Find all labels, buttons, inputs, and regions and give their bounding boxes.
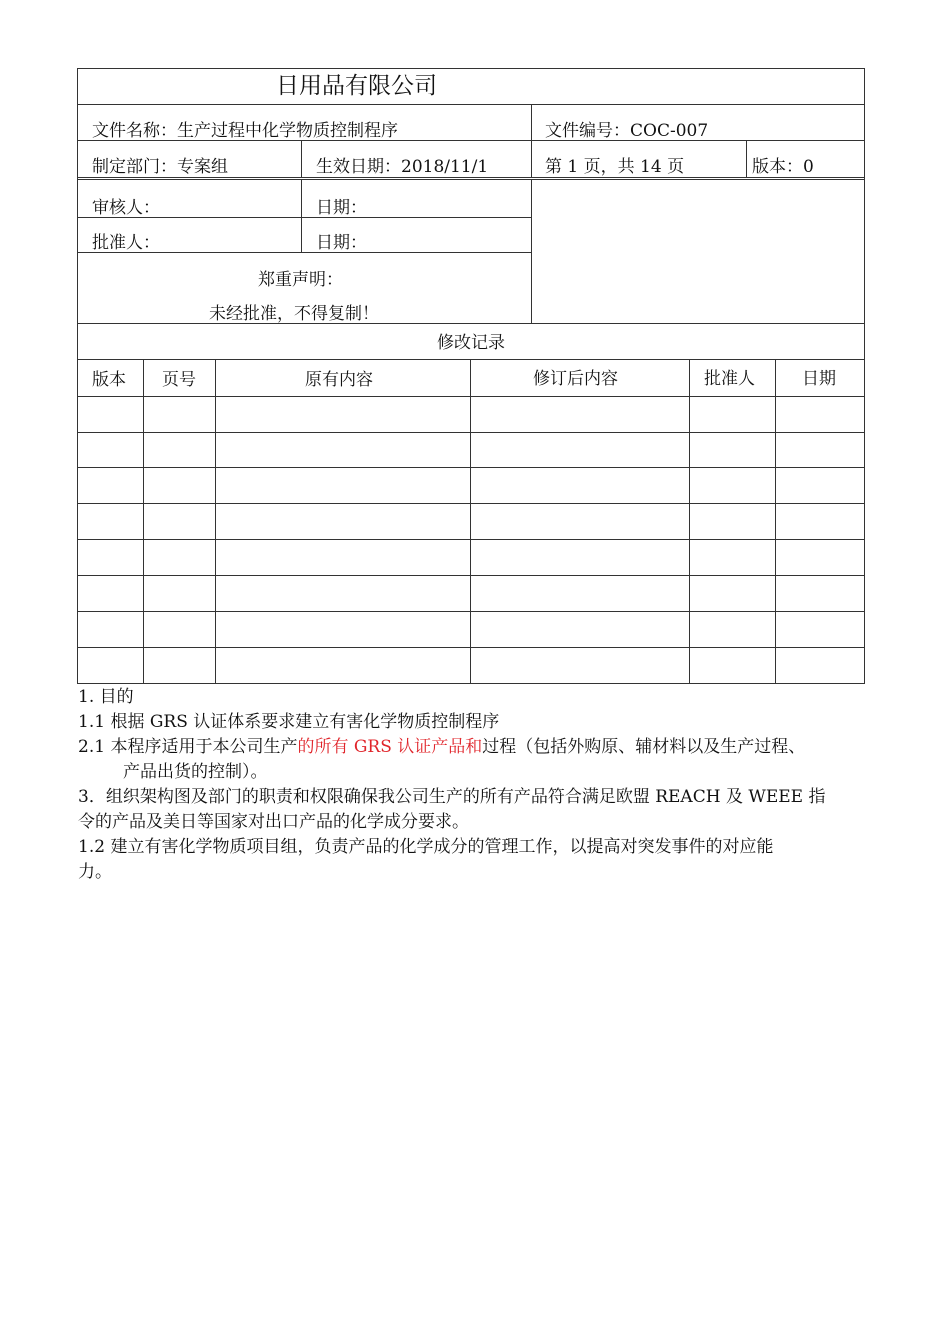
section-1-2-line-2: 力。 — [78, 862, 112, 882]
revision-title: 修改记录 — [437, 333, 505, 353]
effective-date: 生效日期：2018/11/1 — [316, 157, 489, 177]
col-original-content: 原有内容 — [305, 370, 373, 390]
document-name: 文件名称：生产过程中化学物质控制程序 — [92, 121, 398, 141]
section-2-1-cont: 产品出货的控制）。 — [123, 762, 268, 782]
section-2-1 — [78, 736, 805, 758]
reviewer-date-label: 日期： — [316, 198, 367, 218]
section-1: 1. 目的 — [78, 687, 134, 707]
col-page: 页号 — [162, 370, 196, 390]
section-1-1: 1.1 根据 GRS 认证体系要求建立有害化学物质控制程序 — [78, 712, 500, 732]
approver-date-label: 日期： — [316, 233, 367, 253]
section-2-1-highlight: 的所有 GRS 认证产品和 — [297, 737, 483, 757]
version: 版本：0 — [752, 157, 814, 177]
col-date: 日期 — [802, 369, 836, 389]
section-1-2-line-1: 1.2 建立有害化学物质项目组，负责产品的化学成分的管理工作，以提高对突发事件的对应能 — [78, 837, 774, 857]
department: 制定部门：专案组 — [92, 157, 228, 177]
col-approver: 批准人 — [704, 369, 755, 389]
col-revised-content: 修订后内容 — [533, 369, 618, 389]
notice-title: 郑重声明： — [258, 270, 343, 290]
page-info: 第 1 页，共 14 页 — [545, 157, 685, 177]
document-number: 文件编号：COC-007 — [545, 121, 709, 141]
section-2-1-text-a: 2.1 本程序适用于本公司生产 — [78, 737, 298, 757]
col-version: 版本 — [92, 370, 126, 390]
notice-text: 未经批准，不得复制！ — [209, 304, 379, 324]
section-3-line-2: 令的产品及美日等国家对出口产品的化学成分要求。 — [78, 812, 469, 832]
reviewer-label: 审核人： — [92, 198, 160, 218]
approver-label: 批准人： — [92, 233, 160, 253]
section-2-1-text-b: 过程（包括外购原、辅材料以及生产过程、 — [482, 737, 806, 757]
company-title: 日用品有限公司 — [276, 73, 437, 99]
section-3-line-1: 3．组织架构图及部门的职责和权限确保我公司生产的所有产品符合满足欧盟 REACH 及 WEEE 指 — [78, 787, 826, 807]
